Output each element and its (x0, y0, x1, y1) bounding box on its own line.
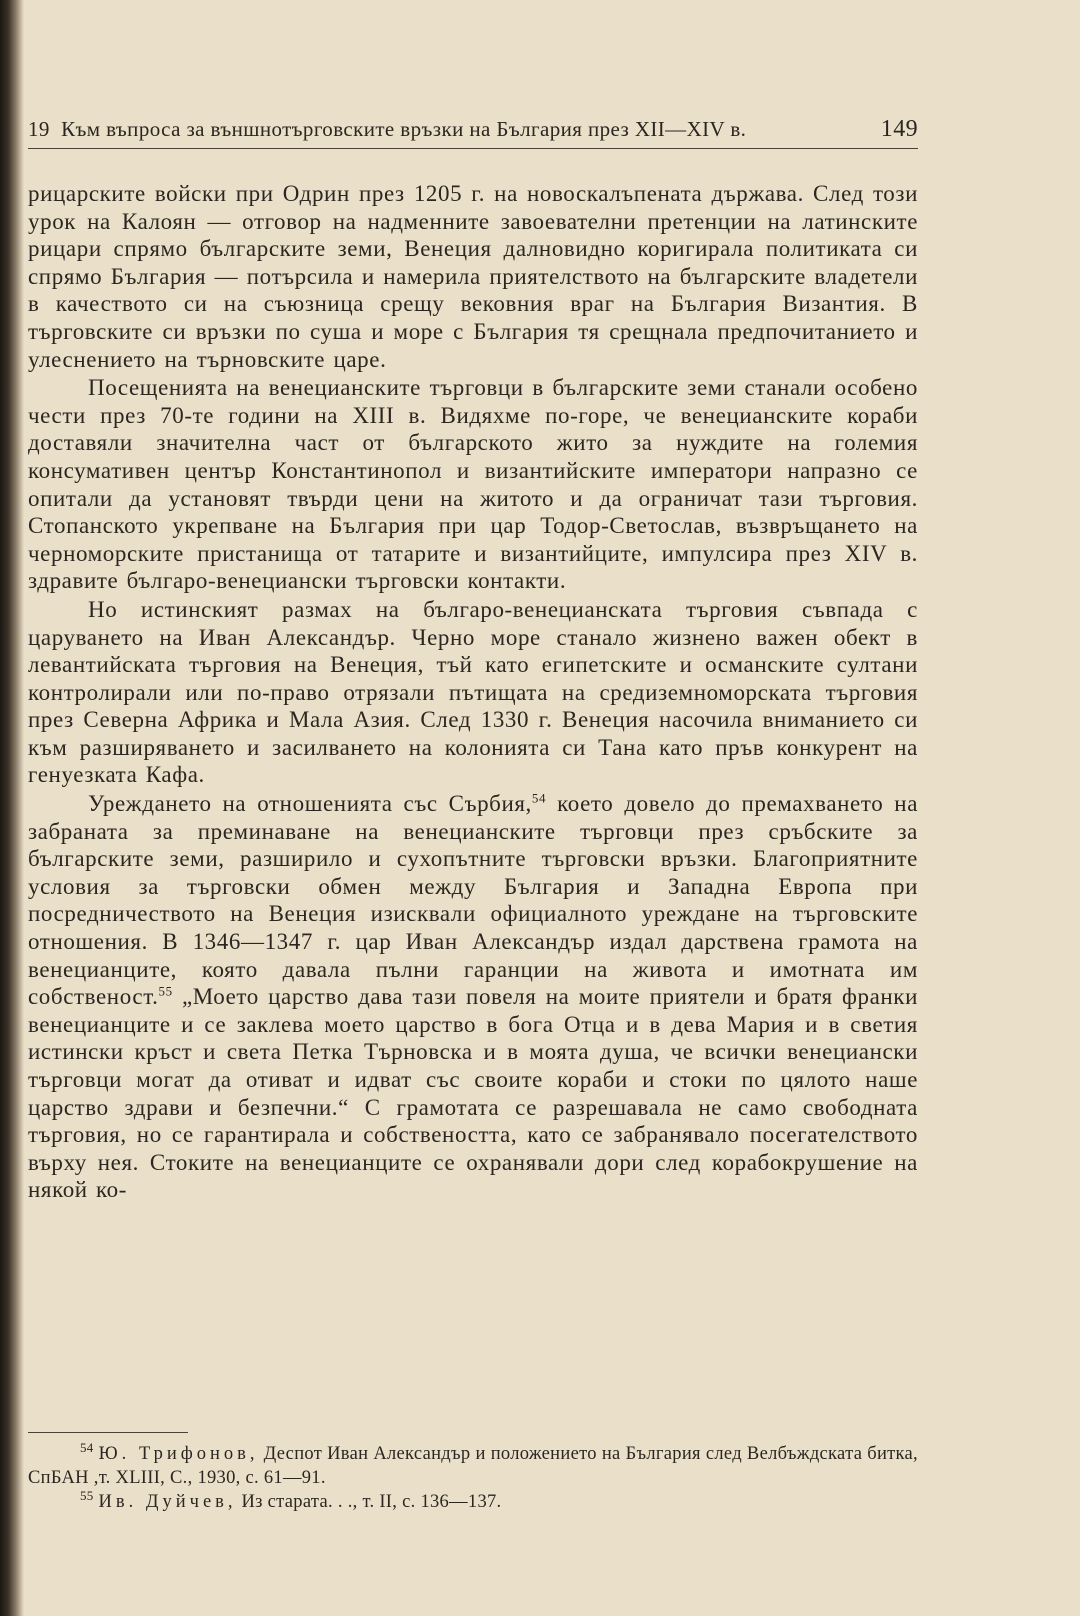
chapter-title: Към въпроса за външнотърговските връзки на България през XII—XIV в. (61, 117, 747, 141)
running-head (28, 116, 918, 143)
footnote-54-text: Деспот Иван Александър и положението на България след Велбъждската битка, СпБАН ,т. XLIII, С., 1930, с. 61—91. (28, 1444, 918, 1488)
header-rule (28, 148, 918, 149)
footnote-54 (28, 1439, 918, 1490)
footnote-55-text: Из старата. . ., т. II, с. 136—137. (236, 1492, 502, 1512)
running-head-chapter-title (28, 117, 746, 142)
chapter-number: 19 (28, 117, 50, 141)
paragraph-2: Посещенията на венецианските търговци в българските земи станали особено чести през 70-те години на XIII в. Видяхме по-горе, че венецианските кораби доставяли значителна част от българското жито за нуждите на големия консумативен център Константинопол и византийските императори напразно се опитали да установят твърди цени на житото и да ограничат тази търговия. Стопанското укрепване на България при цар Тодор-Светослав, възвръщането на черноморските пристанища от татарите и византийците, импулсира през XIV в. здравите българо-венециански търговски контакти. (28, 375, 918, 594)
footnotes (28, 1439, 918, 1514)
page-number: 149 (880, 116, 918, 142)
footnote-55 (28, 1487, 918, 1514)
footnote-54-author: Ю. Трифонов, (98, 1444, 259, 1464)
paragraph-4 (28, 790, 918, 1204)
scan-binding-edge (0, 0, 24, 1616)
paragraph-4-part-a: Уреждането на отношенията със Сърбия, (88, 791, 532, 817)
footnote-ref-55: 55 (158, 983, 173, 999)
paragraph-3: Но истинският размах на българо-венецианската търговия съвпада с царуването на Иван Александър. Черно море станало жизнено важен обект в левантийската търговия на Венеция, тъй като египетските и османските султани контролирали или по-право отрязали пътищата на средиземноморската търговия през Северна Африка и Мала Азия. След 1330 г. Венеция насочила вниманието си към разширяването и засилването на колонията си Тана като пръв конкурент на генуезката Кафа. (28, 596, 918, 788)
footnote-55-mark: 55 (80, 1487, 94, 1503)
main-text (28, 180, 918, 1204)
footnote-55-author: Ив. Дуйчев, (98, 1492, 237, 1512)
book-page (28, 0, 1038, 1616)
paragraph-1: рицарските войски при Одрин през 1205 г. на новоскалъпената държава. След този урок на Калоян — отговор на надменните завоевателни претенции на латинските рицари спрямо българските земи, Венеция далновидно коригирала политиката си спрямо България — потърсила и намерила приятелството на българските владетели в качеството си на съюзница срещу вековния враг на България Византия. В търговските си връзки по суша и море с България тя срещнала предпочитанието и улеснението на търновските царе. (28, 181, 918, 372)
footnote-54-mark: 54 (80, 1439, 94, 1455)
footnote-ref-54: 54 (531, 790, 547, 806)
footnote-rule (28, 1432, 188, 1433)
paragraph-4-part-b: което довело до премахването на забраната за преминаване на венецианските търговци през сръбските за българските земи, разширило и сухопътните търговски връзки. Благоприятните условия за търговски обмен между България и Западна Европа при посредничеството на Венеция изисквали официалното уреждане на търговските отношения. В 1346—1347 г. цар Иван Александър издал дарствена грамота на венецианците, която давала пълни гаранции на живота и имотната им собственост. (28, 791, 918, 1010)
paragraph-4-part-c: „Моето царство дава тази повеля на моите приятели и братя франки венецианците и се заклева моето царство в бога Отца и в дева Мария и в светия истински кръст и света Петка Търновска и в моята душа, че всички венециански търговци могат да отиват и идват със своите кораби и стоки по цялото наше царство здрави и безпечни.“ С грамотата се разрешавала не само свободната търговия, но се гарантирала и собствеността, като се забранявало посегателството върху нея. Стоките на венецианците се охранявали дори след корабокрушение на някой ко- (28, 984, 918, 1203)
